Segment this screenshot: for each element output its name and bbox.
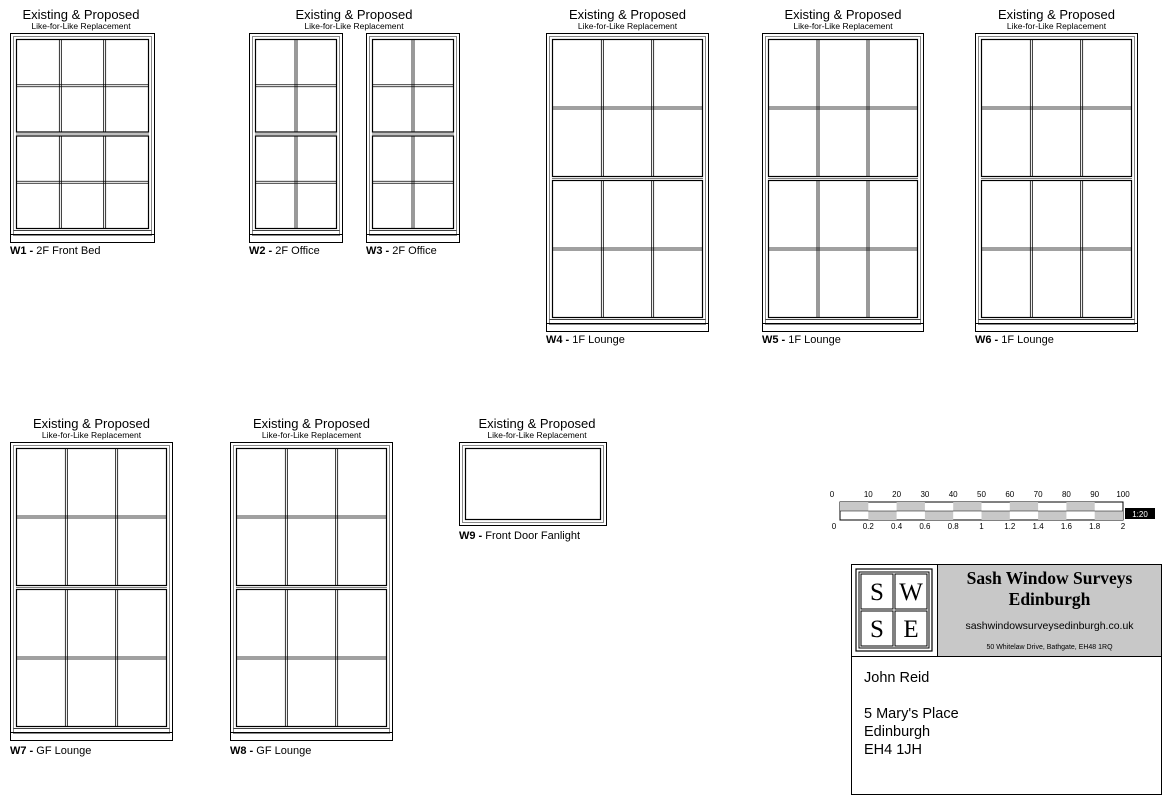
w4-subtitle: Like-for-Like Replacement (577, 21, 678, 31)
outer-frame (763, 34, 924, 332)
sash-1 (982, 40, 1132, 177)
scale-top-tick-label: 0 (829, 490, 835, 499)
w5-window-drawing (762, 33, 924, 332)
scale-top-tick-label: 20 (892, 490, 902, 499)
inner-frame (463, 446, 604, 523)
scale-block (897, 502, 925, 511)
scale-top-tick-label: 40 (948, 490, 958, 499)
logo-letter-s2: S (870, 616, 884, 643)
w9-id: W9 (459, 530, 476, 542)
w6-caption: W6 - 1F Lounge (975, 334, 1054, 346)
scale-block (1038, 511, 1066, 520)
scale-bottom-tick-label: 0.2 (862, 522, 874, 531)
w9-header (459, 417, 615, 440)
outer-frame (976, 34, 1138, 332)
sash-2 (769, 181, 918, 318)
company-name (938, 568, 1161, 610)
w6-window-drawing (975, 33, 1138, 332)
w4-title: Existing & Proposed (568, 7, 687, 22)
w1-label: 2F Front Bed (36, 245, 101, 257)
w2-w3-header (244, 8, 464, 31)
w8-label: GF Lounge (256, 745, 312, 757)
outer-frame (250, 34, 343, 243)
sash-2 (256, 136, 337, 229)
outer-frame (367, 34, 460, 243)
scale-bottom-tick-label: 1.2 (1004, 522, 1016, 531)
sash-1 (373, 40, 454, 133)
w1-subtitle: Like-for-Like Replacement (31, 21, 131, 31)
scale-top-tick-label: 70 (1033, 490, 1043, 499)
w3-id: W3 (366, 245, 383, 257)
w3-label: 2F Office (392, 245, 437, 257)
w8-subtitle: Like-for-Like Replacement (261, 430, 362, 440)
scale-block (1066, 502, 1094, 511)
sash-1 (553, 40, 703, 177)
w7-caption: W7 - GF Lounge (10, 745, 92, 757)
w2-id: W2 (249, 245, 266, 257)
scale-top-tick-label: 60 (1005, 490, 1015, 499)
w6-subtitle: Like-for-Like Replacement (1006, 21, 1107, 31)
w5-title: Existing & Proposed (784, 7, 902, 22)
w5-header (762, 8, 924, 31)
logo-letter-w: W (899, 579, 923, 606)
sash-1 (237, 449, 387, 586)
logo-letter-s1: S (870, 579, 884, 606)
w3-window-drawing (366, 33, 460, 243)
w2-subtitle: Like-for-Like Replacement (304, 21, 404, 31)
scale-block (840, 502, 868, 511)
w4-caption: W4 - 1F Lounge (546, 334, 625, 346)
swse-logo-graphic (852, 565, 936, 655)
scale-top-tick-label: 90 (1090, 490, 1100, 499)
w5-caption: W5 - 1F Lounge (762, 334, 841, 346)
w4-label: 1F Lounge (572, 334, 625, 346)
w5-id: W5 (762, 334, 779, 346)
scale-block (982, 511, 1010, 520)
outer-frame (11, 34, 155, 243)
company-header (938, 565, 1161, 657)
w7-label: GF Lounge (36, 745, 92, 757)
site-address-line3: EH4 1JH (864, 742, 923, 758)
w1-id: W1 (10, 245, 27, 257)
w4-window-drawing (546, 33, 709, 332)
w6-header (975, 8, 1138, 31)
company-address: 50 Whitelaw Drive, Bathgate, EH48 1RQ (986, 644, 1113, 651)
scale-block (868, 511, 896, 520)
outer-frame (460, 443, 607, 526)
site-address-line1: 5 Mary's Place (864, 706, 959, 722)
scale-bottom-tick-label: 0 (831, 522, 837, 531)
w7-id: W7 (10, 745, 27, 757)
w1-window-drawing (10, 33, 155, 243)
outer-frame (547, 34, 709, 332)
w2-caption: W2 - 2F Office (249, 245, 320, 257)
w4-header (546, 8, 709, 31)
w7-window-drawing (10, 442, 173, 741)
sash-2 (17, 136, 149, 229)
w9-window-drawing (459, 442, 607, 526)
scale-bar (826, 488, 1161, 534)
w9-caption: W9 - Front Door Fanlight (459, 530, 581, 542)
glass-pane (466, 449, 601, 520)
scale-bottom-tick-label: 1 (979, 522, 984, 531)
w8-id: W8 (230, 745, 247, 757)
scale-top-tick-label: 100 (1116, 490, 1130, 499)
w1-header (10, 8, 152, 31)
scale-bottom-tick-label: 1.8 (1089, 522, 1101, 531)
client-details (864, 669, 959, 759)
scale-top-tick-label: 30 (920, 490, 930, 499)
scale-block (1010, 502, 1038, 511)
sash-2 (553, 181, 703, 318)
w8-header (230, 417, 393, 440)
scale-block (953, 502, 981, 511)
w2-window-drawing (249, 33, 343, 243)
w9-title: Existing & Proposed (478, 416, 596, 431)
w5-label: 1F Lounge (788, 334, 841, 346)
scale-block (925, 511, 953, 520)
sash-2 (982, 181, 1132, 318)
outer-frame (231, 443, 393, 741)
company-name-line1: Sash Window Surveys (966, 568, 1133, 588)
w2-title: Existing & Proposed (295, 7, 413, 22)
sash-1 (17, 449, 167, 586)
site-address-line2: Edinburgh (864, 724, 931, 740)
w6-label: 1F Lounge (1001, 334, 1054, 346)
w7-subtitle: Like-for-Like Replacement (41, 430, 142, 440)
w1-title: Existing & Proposed (22, 7, 140, 22)
sash-2 (373, 136, 454, 229)
w1-caption: W1 - 2F Front Bed (10, 245, 101, 257)
scale-bottom-tick-label: 0.8 (947, 522, 959, 531)
company-name-line2: Edinburgh (1008, 589, 1091, 609)
outer-frame (11, 443, 173, 741)
w9-label: Front Door Fanlight (485, 530, 581, 542)
w2-label: 2F Office (275, 245, 320, 257)
w7-header (10, 417, 173, 440)
sash-1 (17, 40, 149, 133)
company-website: sashwindowsurveysedinburgh.co.uk (965, 620, 1134, 632)
title-block (851, 564, 1162, 795)
w8-window-drawing (230, 442, 393, 741)
sash-2 (237, 590, 387, 727)
sash-1 (256, 40, 337, 133)
w8-caption: W8 - GF Lounge (230, 745, 312, 757)
scale-bottom-tick-label: 0.6 (919, 522, 931, 531)
scale-top-tick-label: 50 (977, 490, 986, 499)
sash-2 (17, 590, 167, 727)
w7-title: Existing & Proposed (32, 416, 151, 431)
scale-block (1095, 511, 1123, 520)
sash-1 (769, 40, 918, 177)
scale-bottom-tick-label: 1.4 (1032, 522, 1044, 531)
scale-bottom-tick-label: 1.6 (1060, 522, 1072, 531)
scale-ratio-text: 1:20 (1132, 510, 1148, 519)
w6-id: W6 (975, 334, 992, 346)
scale-top-tick-label: 80 (1061, 490, 1071, 499)
scale-bottom-tick-label: 0.4 (891, 522, 903, 531)
w5-subtitle: Like-for-Like Replacement (793, 21, 893, 31)
w8-title: Existing & Proposed (252, 416, 371, 431)
client-name: John Reid (864, 670, 930, 686)
scale-top-tick-label: 10 (863, 490, 873, 499)
w3-caption: W3 - 2F Office (366, 245, 437, 257)
scale-bottom-tick-label: 2 (1120, 522, 1126, 531)
w6-title: Existing & Proposed (997, 7, 1116, 22)
w9-subtitle: Like-for-Like Replacement (487, 430, 587, 440)
w4-id: W4 (546, 334, 563, 346)
company-logo (852, 565, 938, 657)
logo-letter-e: E (903, 616, 919, 643)
